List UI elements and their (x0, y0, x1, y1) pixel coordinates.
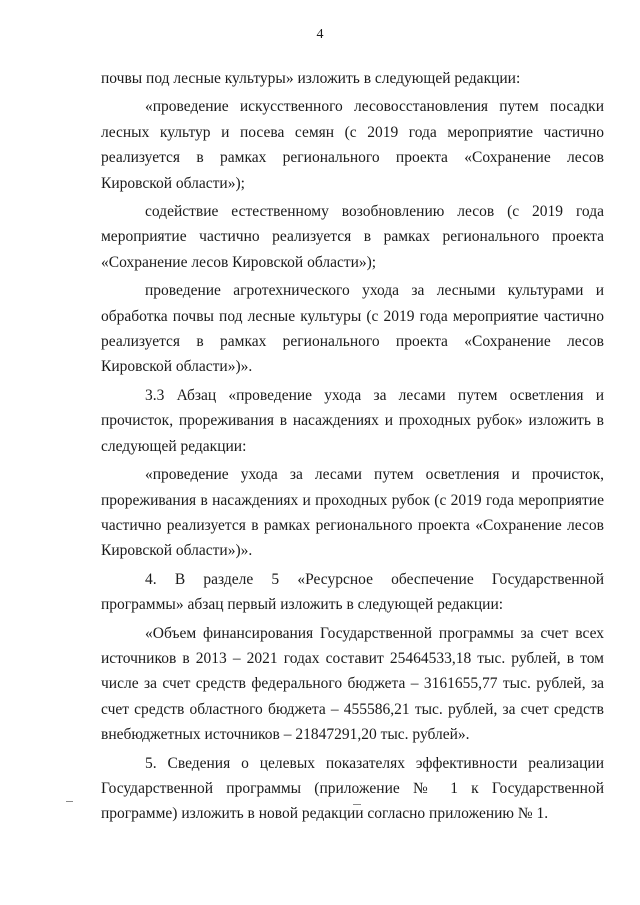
paragraph-continuation: почвы под лесные культуры» изложить в следующей редакции: (101, 70, 521, 87)
paragraph-section-3-3: 3.3 Абзац «проведение ухода за лесами путем осветления и прочисток, прореживания в насаждениях и проходных рубок» изложить в следующей редакции: (101, 386, 604, 455)
paragraph-financing: «Объем финансирования Государственной программы за счет всех источников в 2013 – 2021 годах составит 25464533,18 тыс. рублей, в том числе за счет средств федерального бюджета – 3161655,77 тыс. рублей, за счет средств областного бюджета – 455586,21 тыс. рублей, за счет средств внебюджетных источников – 21847291,20 тыс. рублей». (101, 624, 604, 744)
scan-mark-center (353, 804, 361, 805)
paragraph-forest-care: «проведение ухода за лесами путем осветления и прочисток, прореживания в насаждениях и проходных рубок (с 2019 года мероприятие частично реализуется в рамках регионального проекта «Сохранение лесов Кировской области»)». (101, 466, 604, 560)
scan-mark-left (66, 801, 73, 802)
paragraph-natural-regeneration: содействие естественному возобновлению лесов (с 2019 года мероприятие частично реализуется в рамках регионального проекта «Сохранение лесов Кировской области»); (101, 203, 604, 271)
document-body (101, 66, 604, 827)
paragraph-section-5: 5. Сведения о целевых показателях эффективности реализации Государственной программы (приложение № 1 к Государственной программе) изложить в новой редакции согласно приложению № 1. (101, 754, 604, 823)
paragraph-agrotechnical-care: проведение агротехнического ухода за лесными культурами и обработка почвы под лесные культуры (с 2019 года мероприятие частично реализуется в рамках регионального проекта «Сохранение лесов Кировской области»)». (101, 282, 604, 376)
paragraph-section-4: 4. В разделе 5 «Ресурсное обеспечение Государственной программы» абзац первый изложить в следующей редакции: (101, 570, 604, 614)
paragraph-reforestation: «проведение искусственного лесовосстановления путем посадки лесных культур и посева семян (с 2019 года мероприятие частично реализуется в рамках регионального проекта «Сохранение лесов Кировской области»); (101, 98, 604, 192)
page-number: 4 (316, 27, 324, 42)
